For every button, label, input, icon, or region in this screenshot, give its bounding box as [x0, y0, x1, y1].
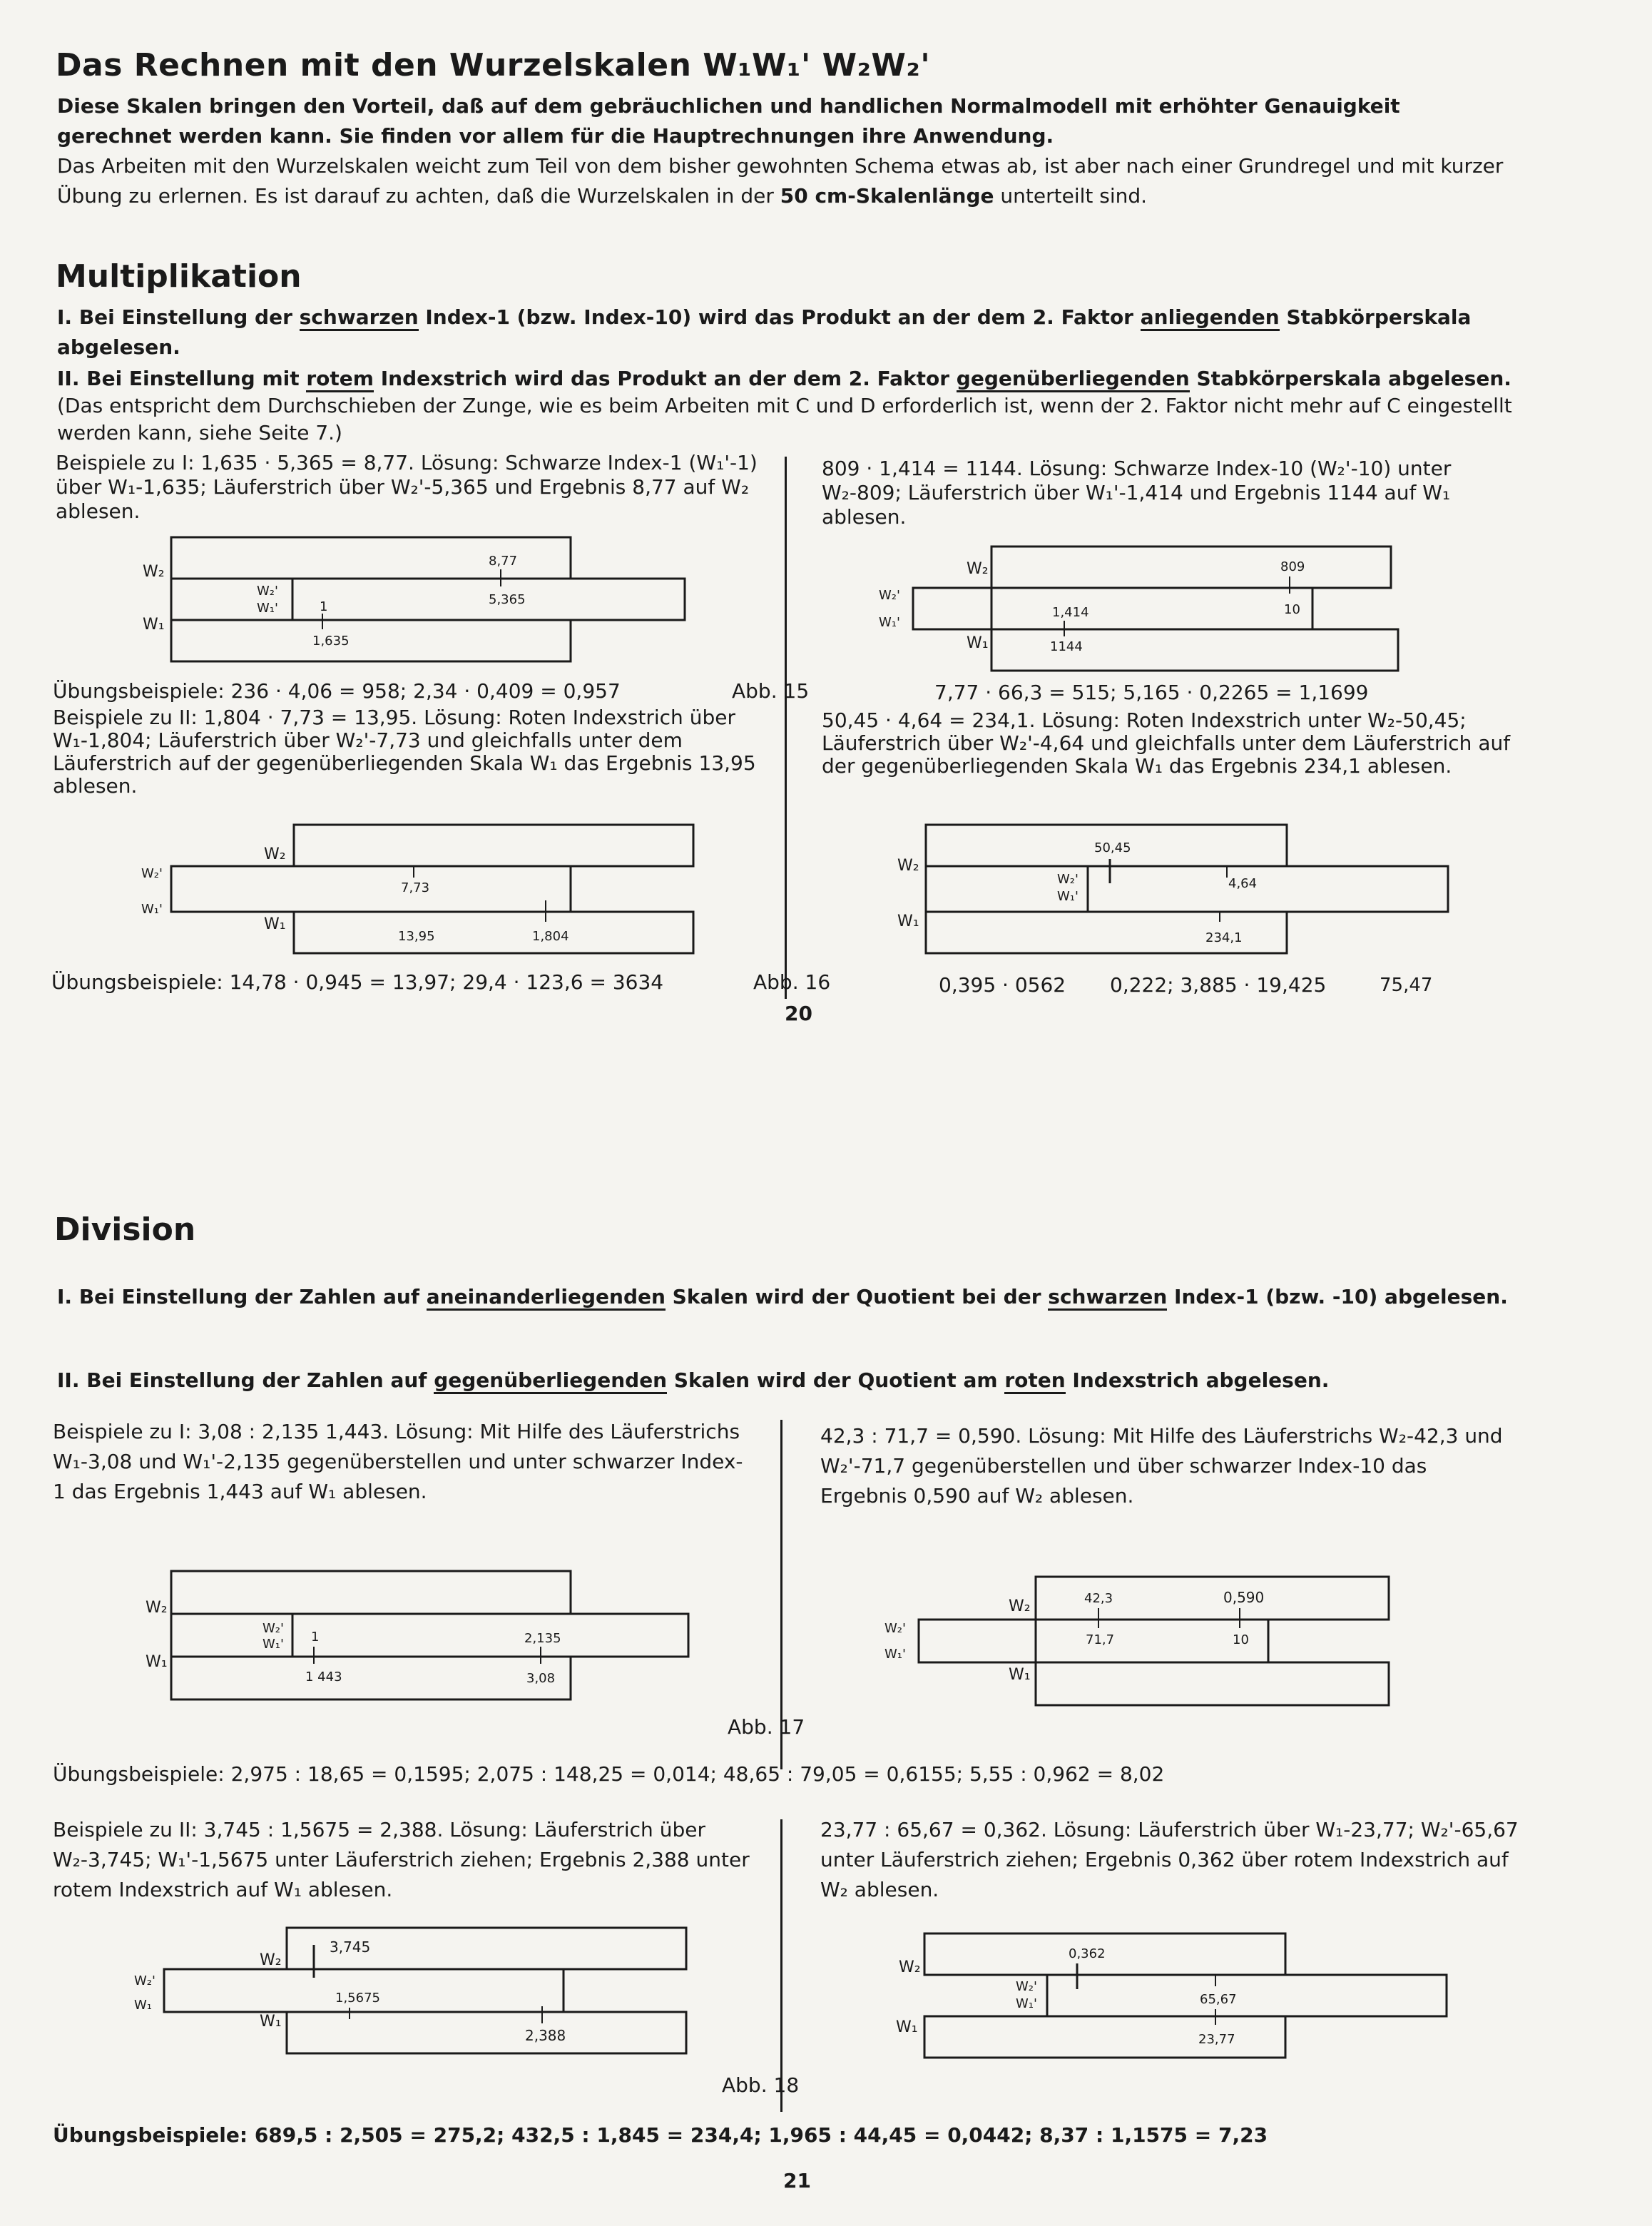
rule-1 — [57, 303, 1519, 362]
exercises-16-right-a: 0,395 · 0562 — [939, 973, 1066, 997]
example-1-right: 809 · 1,414 = 1144. Lösung: Schwarze Index-10 (W₂'-10) unter W₂-809; Läuferstrich über W₁'-1,414 und Ergebnis 1144 auf W₁ ablesen. — [822, 457, 1452, 529]
rule-2-underlined-1: gegenüberliegenden — [434, 1368, 667, 1394]
rule-1-underlined-1: schwarzen — [300, 305, 419, 331]
slide-scale-w2 — [171, 1571, 571, 1614]
label-w2p: W₂' — [134, 1973, 155, 1988]
slide-scale-w1 — [1036, 1662, 1389, 1705]
label-w1: W₁ — [967, 634, 989, 652]
value-top-1: 42,3 — [1084, 1591, 1113, 1606]
label-w1: W₁ — [896, 2018, 918, 2036]
rule-2-text-c: Indexstrich abgelesen. — [1065, 1368, 1330, 1392]
label-w1: W₁ — [146, 1653, 168, 1671]
example-2-left: Beispiele zu II: 3,745 : 1,5675 = 2,388. Lösung: Läuferstrich über W₂-3,745; W₁'-1,5675 unter Läuferstrich ziehen; Ergebnis 2,388 unter rotem Indexstrich auf W₁ ablesen. — [53, 1818, 750, 1901]
rule-2-underlined-1: rotem — [306, 367, 374, 392]
figure-18-left — [128, 1923, 699, 2069]
label-w1: W₁ — [260, 2013, 282, 2031]
slide-tongue — [1088, 866, 1448, 912]
value-bottom-1: 13,95 — [398, 929, 435, 944]
value-mid-2: 10 — [1233, 1632, 1249, 1647]
figure-16-left — [136, 820, 706, 966]
value-top: 50,45 — [1094, 840, 1131, 855]
label-w1p: W₁' — [884, 1647, 906, 1662]
section-heading-multiplikation: Multiplikation — [56, 258, 302, 295]
value-top: 8,77 — [489, 554, 518, 569]
intro-bold: Diese Skalen bringen den Vorteil, daß auf dem gebräuchlichen und handlichen Normalmodell mit erhöhter Genauigkeit gerechnet werden kann. Sie finden vor allem für die Hauptrechnungen ihre Anwendung. — [57, 94, 1400, 148]
figure-15-left — [136, 535, 706, 674]
rule-2-text-c: Stabkörperskala abgelesen. — [1189, 367, 1511, 390]
value-mid: 7,73 — [401, 880, 430, 895]
value-bottom: 23,77 — [1198, 2032, 1235, 2047]
slide-scale-w1 — [294, 912, 693, 953]
value-bottom-2: 3,08 — [526, 1671, 556, 1686]
label-w2p: W₂' — [262, 1621, 284, 1636]
label-w1: W₁ — [1009, 1666, 1031, 1684]
rule-2-text-b: Indexstrich wird das Produkt an der dem 2. Faktor — [373, 367, 957, 390]
slide-tongue — [171, 579, 685, 620]
label-w2: W₂ — [146, 1599, 168, 1617]
value-bottom: 2,388 — [525, 2027, 566, 2044]
label-w2p: W₂' — [884, 1621, 906, 1636]
label-w1p: W₁' — [257, 601, 278, 616]
page-number: 20 — [785, 1002, 812, 1025]
label-w1: W₁ — [897, 913, 919, 930]
slide-tongue — [171, 866, 571, 912]
label-w2: W₂ — [967, 560, 989, 578]
label-w1p: W₁' — [879, 615, 900, 630]
rule-2-text-a: Bei Einstellung mit — [86, 367, 307, 390]
rule-1-underlined-1: aneinanderliegenden — [427, 1285, 666, 1311]
figure-label-17: Abb. 17 — [728, 1715, 805, 1739]
intro-text-b: unterteilt sind. — [994, 184, 1148, 208]
slide-scale-w2 — [991, 547, 1391, 588]
value-bottom-2: 1,804 — [532, 929, 569, 944]
rule-2-underlined-2: gegenüberliegenden — [957, 367, 1190, 392]
intro-text — [57, 151, 1519, 211]
rule-2-text-a: Bei Einstellung der Zahlen auf — [86, 1368, 434, 1392]
rule-1 — [57, 1283, 1519, 1311]
example-2-right: 23,77 : 65,67 = 0,362. Lösung: Läuferstrich über W₁-23,77; W₂'-65,67 unter Läuferstrich ziehen; Ergebnis 0,362 über rotem Indexstrich auf W₂ ablesen. — [820, 1818, 1519, 1901]
rule-2-num: II. — [57, 367, 80, 390]
rule-1-text-a: Bei Einstellung der — [78, 305, 300, 329]
label-w2p: W₂' — [1016, 1979, 1037, 1994]
slide-tongue — [171, 1614, 688, 1657]
example-1-right: 42,3 : 71,7 = 0,590. Lösung: Mit Hilfe des Läuferstrichs W₂-42,3 und W₂'-71,7 gegenüberstellen und über schwarzer Index-10 das Ergebnis 0,590 auf W₂ ablesen. — [820, 1424, 1503, 1508]
label-w1: W₁ — [143, 616, 165, 634]
rule-2-num: II. — [57, 1368, 80, 1392]
label-w2: W₂ — [143, 563, 165, 581]
label-w1p: W₁' — [262, 1637, 284, 1652]
example-2-right: 50,45 · 4,64 = 234,1. Lösung: Roten Indexstrich unter W₂-50,45; Läuferstrich über W₂'-4,64 und gleichfalls unter dem Läuferstrich auf der gegenüberliegenden Skala W₁ das Ergebnis 234,1 ablesen. — [822, 708, 1511, 778]
slide-tongue — [913, 588, 1312, 629]
slide-scale-w1 — [171, 620, 571, 661]
slide-scale-w2 — [294, 825, 693, 866]
value-one: 1 — [320, 599, 328, 614]
slide-scale-w1 — [171, 1657, 571, 1699]
example-2-left: Beispiele zu II: 1,804 · 7,73 = 13,95. Lösung: Roten Indexstrich über W₁-1,804; Läuferstrich über W₂'-7,73 und gleichfalls unter dem Läuferstrich auf der gegenüberliegenden Skala W₁ das Ergebnis 13,95 ablesen. — [53, 706, 756, 798]
value-mid: 1,5675 — [335, 1991, 380, 2006]
figure-label-16: Abb. 16 — [753, 970, 831, 994]
exercises-16-left: Übungsbeispiele: 14,78 · 0,945 = 13,97; 29,4 · 123,6 = 3634 — [51, 970, 664, 994]
exercises-16-right-b: 0,222; 3,885 · 19,425 — [1110, 973, 1327, 997]
label-w1p: W₁' — [141, 902, 163, 917]
rule-1-text-c: Index-1 (bzw. -10) abgelesen. — [1167, 1285, 1508, 1308]
exercises-16-right-c: 75,47 — [1380, 975, 1433, 996]
slide-scale-w1 — [287, 2012, 686, 2053]
label-w2p: W₂' — [879, 588, 900, 603]
figure-17-left — [136, 1567, 706, 1712]
column-divider-2 — [780, 1819, 782, 2112]
value-bottom: 1,635 — [312, 634, 350, 649]
value-top: 809 — [1280, 559, 1305, 574]
value-one: 1 — [311, 1630, 320, 1645]
label-w2: W₂ — [899, 1958, 921, 1976]
exercises-17: Übungsbeispiele: 2,975 : 18,65 = 0,1595; 2,075 : 148,25 = 0,014; 48,65 : 79,05 = 0,6155; 5,55 : 0,962 = 8,02 — [53, 1762, 1165, 1786]
intro-text-bold: 50 cm-Skalenlänge — [780, 184, 994, 208]
figure-label-18: Abb. 18 — [722, 2073, 800, 2097]
label-w2p: W₂' — [257, 584, 278, 599]
label-w2: W₂ — [1009, 1597, 1031, 1615]
label-w2p: W₂' — [1057, 872, 1079, 887]
rule-1-underlined-2: anliegenden — [1141, 305, 1280, 331]
value-mid: 4,64 — [1228, 876, 1258, 891]
page-20 — [0, 0, 1652, 1084]
value-mid: 5,365 — [489, 592, 526, 607]
value-bottom: 1144 — [1050, 639, 1083, 654]
value-mid-1: 71,7 — [1086, 1632, 1115, 1647]
value-ten: 10 — [1284, 602, 1300, 617]
label-w1p: W₁' — [1016, 1996, 1037, 2011]
label-w2: W₂ — [260, 1951, 282, 1969]
figure-16-right — [892, 820, 1462, 966]
example-1-left: Beispiele zu I: 3,08 : 2,135 1,443. Lösung: Mit Hilfe des Läuferstrichs W₁-3,08 und W₁'-2,135 gegenüberstellen und unter schwarzer Index-1 das Ergebnis 1,443 auf W₁ ablesen. — [53, 1420, 743, 1503]
label-w2: W₂ — [897, 857, 919, 875]
rule-1-num: I. — [57, 1285, 73, 1308]
value-top-2: 0,590 — [1223, 1589, 1265, 1606]
figure-17-right — [877, 1572, 1448, 1718]
page-number: 21 — [783, 2169, 811, 2192]
value-top: 3,745 — [330, 1938, 371, 1956]
exercises-15-right: 7,77 · 66,3 = 515; 5,165 · 0,2265 = 1,1699 — [934, 681, 1369, 704]
exercises-18: Übungsbeispiele: 689,5 : 2,505 = 275,2; 432,5 : 1,845 = 234,4; 1,965 : 44,45 = 0,0442; 8,37 : 1,1575 = 7,23 — [53, 2123, 1268, 2147]
section-heading-division: Division — [54, 1211, 196, 1248]
figure-18-right — [890, 1929, 1461, 2075]
value-bottom: 234,1 — [1205, 930, 1243, 945]
page-title: Das Rechnen mit den Wurzelskalen W₁W₁' W₂W₂' — [56, 47, 931, 83]
rule-1-text-b: Skalen wird der Quotient bei der — [665, 1285, 1049, 1308]
exercises-15-left: Übungsbeispiele: 236 · 4,06 = 958; 2,34 · 0,409 = 0,957 — [53, 679, 621, 703]
rule-2 — [57, 1366, 1519, 1396]
intro-text-a: Das Arbeiten mit den Wurzelskalen weicht zum Teil von dem bisher gewohnten Schema etwas ab, ist aber nach einer Grundregel und mit kurzer Übung zu erlernen. Es ist darauf zu achten, daß die Wurzelskalen in der — [57, 154, 1504, 208]
rule-2 — [57, 365, 1519, 447]
rule-1-text-c: Stabkörperskala abgelesen. — [57, 305, 1472, 359]
rule-1-text-b: Index-1 (bzw. Index-10) wird das Produkt an der dem 2. Faktor — [418, 305, 1141, 329]
column-divider — [785, 457, 787, 999]
page-21 — [0, 1084, 1652, 2226]
value-bottom-1: 1 443 — [305, 1670, 342, 1684]
value-top: 0,362 — [1069, 1946, 1106, 1961]
figure-label-15: Abb. 15 — [732, 679, 810, 703]
label-w1: W₁ — [264, 915, 286, 933]
value-mid: 1,414 — [1052, 605, 1089, 620]
rule-1-underlined-2: schwarzen — [1048, 1285, 1167, 1311]
rule-1-num: I. — [57, 305, 73, 329]
rule-2-text-b: Skalen wird der Quotient am — [667, 1368, 1005, 1392]
slide-tongue — [1047, 1975, 1447, 2016]
label-w1p: W₁ — [134, 1998, 153, 2013]
rule-2-underlined-2: roten — [1004, 1368, 1065, 1394]
figure-15-right — [870, 542, 1441, 681]
label-w2: W₂ — [264, 845, 286, 863]
label-w2p: W₂' — [141, 866, 163, 881]
example-1-left: Beispiele zu I: 1,635 · 5,365 = 8,77. Lösung: Schwarze Index-1 (W₁'-1) über W₁-1,635; Läuferstrich über W₂'-5,365 und Ergebnis 8,77 auf W₂ ablesen. — [56, 451, 758, 523]
value-mid: 2,135 — [524, 1631, 561, 1646]
rule-1-text-a: Bei Einstellung der Zahlen auf — [78, 1285, 427, 1308]
rule-2-text-d: (Das entspricht dem Durchschieben der Zunge, wie es beim Arbeiten mit C und D erforderlich ist, wenn der 2. Faktor nicht mehr auf C eingestellt werden kann, siehe Seite 7.) — [57, 394, 1512, 444]
label-w1p: W₁' — [1057, 889, 1079, 904]
value-mid: 65,67 — [1200, 1992, 1237, 2007]
